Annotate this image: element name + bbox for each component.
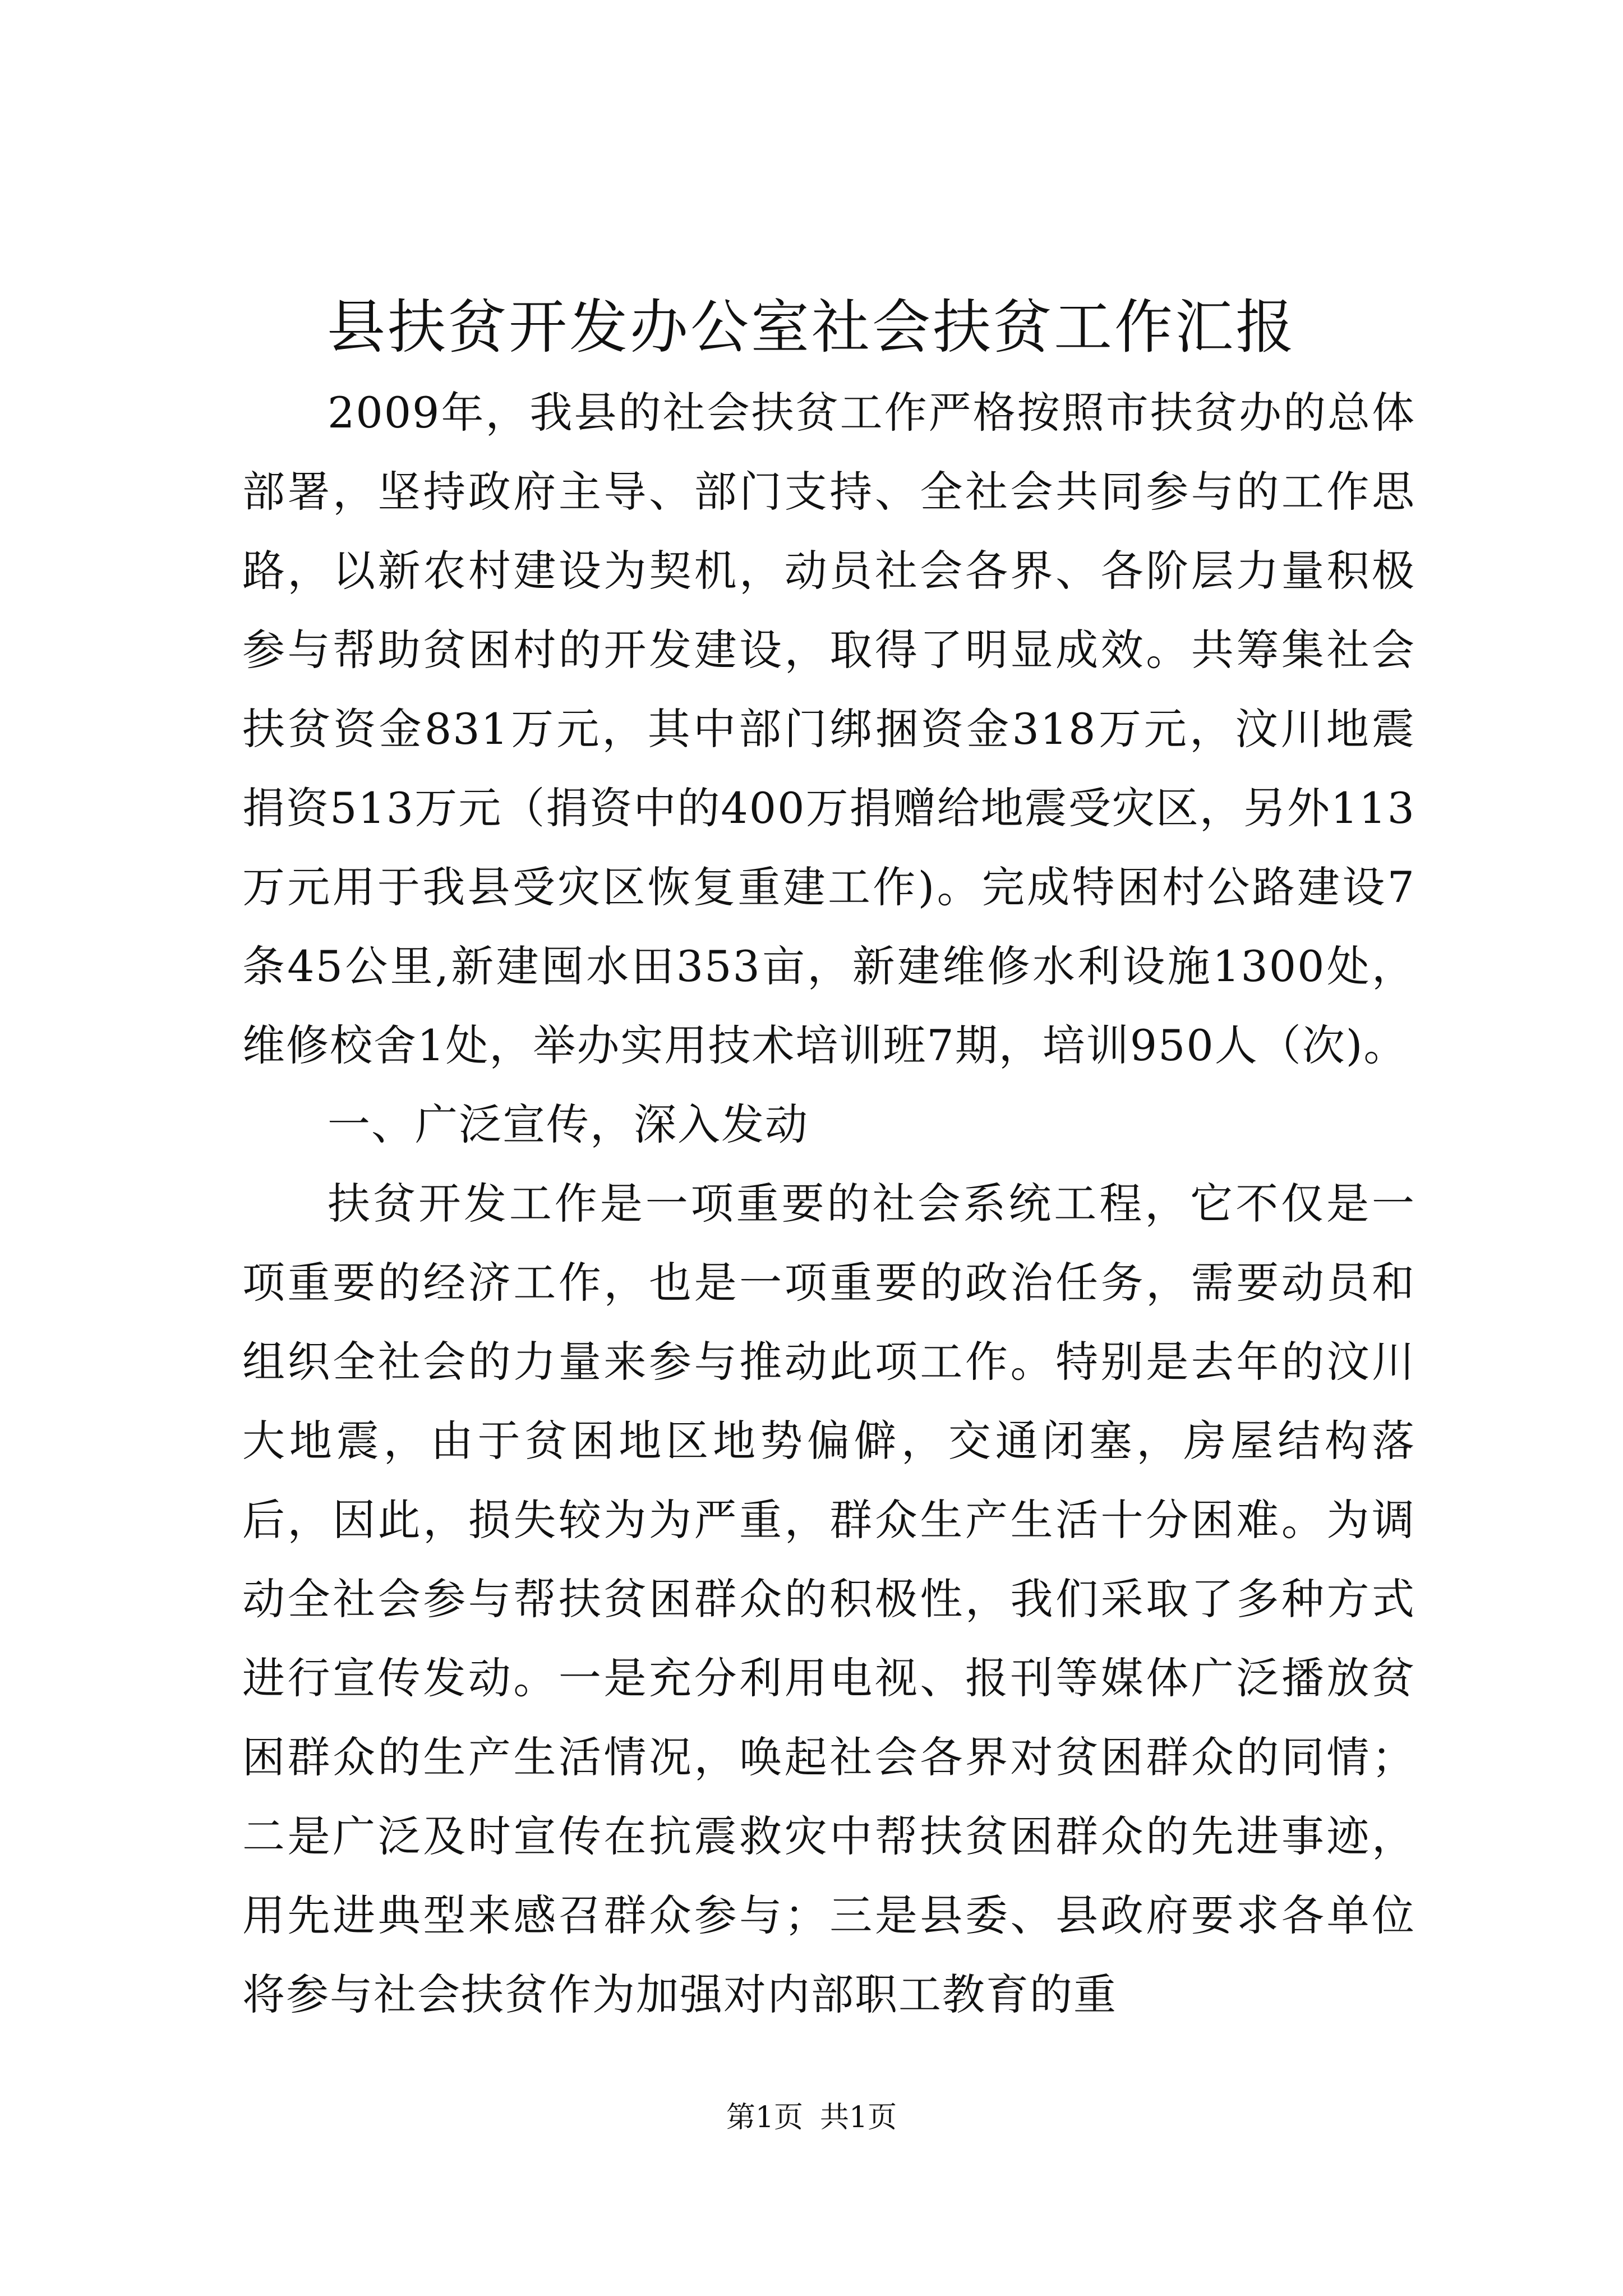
section-heading: 一、广泛宣传，深入发动: [328, 1099, 809, 1149]
page-total: 共1页: [820, 2101, 897, 2134]
page-number: 第1页: [726, 2101, 803, 2134]
intro-paragraph: 2009年，我县的社会扶贫工作严格按照市扶贫办的总体部署，坚持政府主导、部门支持、全社会共同参与的工作思路，以新农村建设为契机，动员社会各界、各阶层力量积极参与帮助贫困村的开发建设，取得了明显成效。共筹集社会扶贫资金831万元，其中部门绑捆资金318万元，汶川地震捐资513万元（捐资中的400万捐赠给地震受灾区，另外113万元用于我县受灾区恢复重建工作)。完成特困村公路建设7条45公里,新建囤水田353亩，新建维修水利设施1300处，维修校舍1处，举办实用技术培训班7期，培训950人（次)。: [242, 388, 1415, 1070]
document-title: 县扶贫开发办公室社会扶贫工作汇报: [326, 293, 1296, 361]
page-footer: [0, 2098, 1623, 2137]
document-body: [242, 373, 1415, 2034]
section-paragraph: 扶贫开发工作是一项重要的社会系统工程，它不仅是一项重要的经济工作，也是一项重要的政治任务，需要动员和组织全社会的力量来参与推动此项工作。特别是去年的汶川大地震，由于贫困地区地势偏僻，交通闭塞，房屋结构落后，因此，损失较为为严重，群众生产生活十分困难。为调动全社会参与帮扶贫困群众的积极性，我们采取了多种方式进行宣传发动。一是充分利用电视、报刊等媒体广泛播放贫困群众的生产生活情况，唤起社会各界对贫困群众的同情；二是广泛及时宣传在抗震救灾中帮扶贫困群众的先进事迹，用先进典型来感召群众参与；三是县委、县政府要求各单位将参与社会扶贫作为加强对内部职工教育的重: [242, 1179, 1415, 2019]
